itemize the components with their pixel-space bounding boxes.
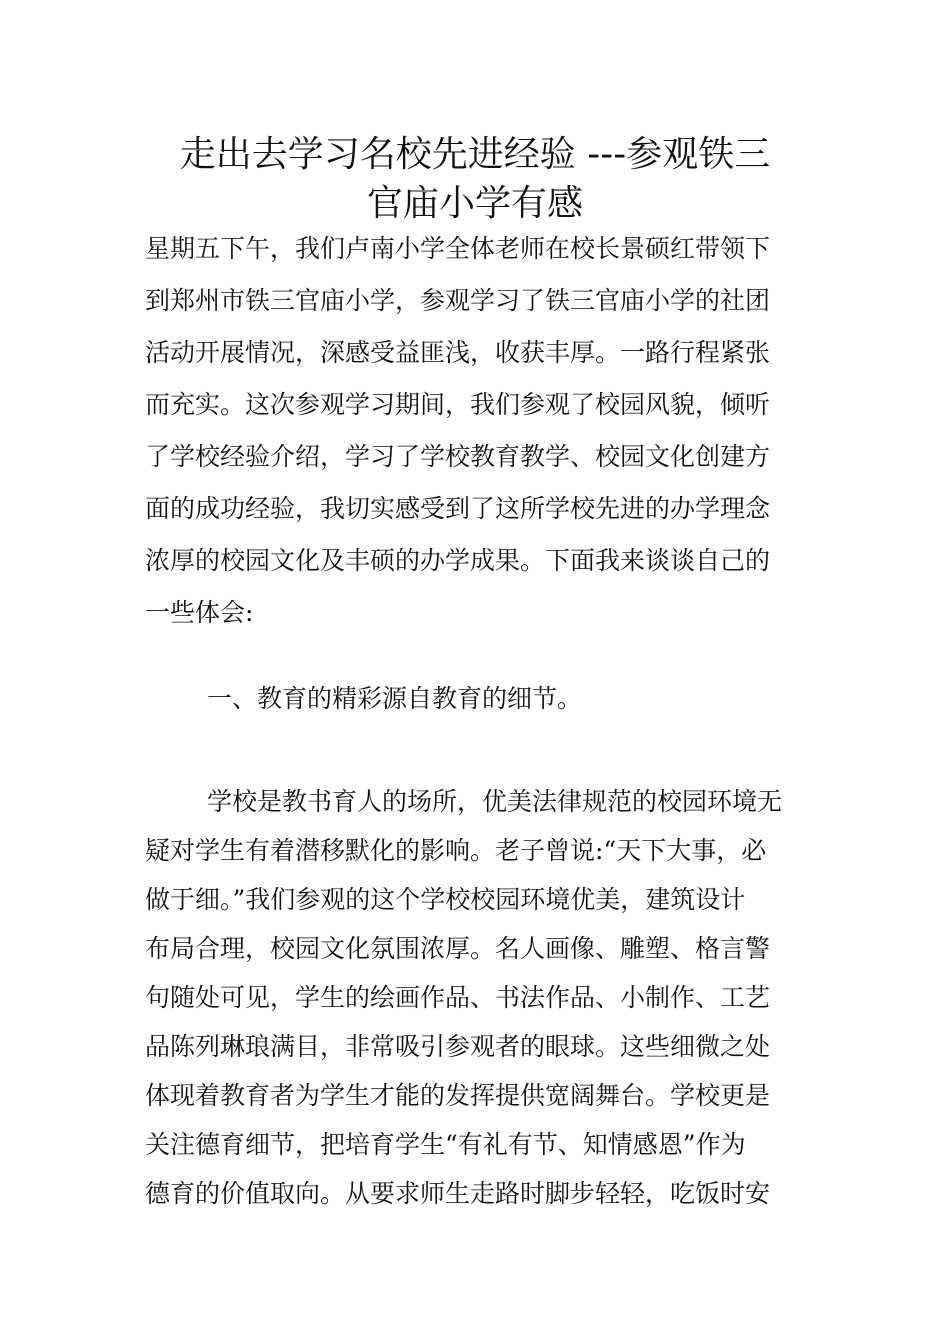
title-line-2: 官庙小学有感	[366, 183, 583, 224]
paragraph-2-line: 德育的价值取向。从要求师生走路时脚步轻轻，吃饭时安	[145, 1179, 771, 1208]
section-heading: 一、教育的精彩源自教育的细节。	[207, 684, 583, 713]
paragraph-1-line: 星期五下午，我们卢南小学全体老师在校长景硕红带领下	[145, 234, 771, 263]
paragraph-2-line: 品陈列琳琅满目，非常吸引参观者的眼球。这些细微之处	[145, 1032, 771, 1061]
paragraph-1-line: 一些体会:	[145, 598, 254, 627]
paragraph-2-line: 布局合理，校园文化氛围浓厚。名人画像、雕塑、格言警	[145, 934, 771, 963]
paragraph-1-line: 而充实。这次参观学习期间，我们参观了校园风貌，倾听	[145, 390, 771, 419]
paragraph-2-line: 句随处可见，学生的绘画作品、书法作品、小制作、工艺	[145, 983, 771, 1012]
paragraph-1-line: 活动开展情况，深感受益匪浅，收获丰厚。一路行程紧张	[145, 338, 771, 367]
paragraph-1-line: 面的成功经验，我切实感受到了这所学校先进的办学理念	[145, 494, 771, 523]
paragraph-2-line: 关注德育细节，把培育学生“有礼有节、知情感恩”作为	[145, 1130, 746, 1159]
paragraph-2-line: 疑对学生有着潜移默化的影响。老子曾说:“天下大事，必	[145, 836, 767, 865]
paragraph-1-line: 了学校经验介绍，学习了学校教育教学、校园文化创建方	[145, 442, 771, 471]
paragraph-1-line: 浓厚的校园文化及丰硕的办学成果。下面我来谈谈自己的	[145, 546, 771, 575]
paragraph-2-line: 体现着教育者为学生才能的发挥提供宽阔舞台。学校更是	[145, 1081, 771, 1110]
paragraph-2-line: 做于细。”我们参观的这个学校校园环境优美，建筑设计	[145, 885, 746, 914]
title-line-1: 走出去学习名校先进经验 ---参观铁三	[179, 134, 771, 175]
paragraph-1-line: 到郑州市铁三官庙小学，参观学习了铁三官庙小学的社团	[145, 286, 771, 315]
paragraph-2-line: 学校是教书育人的场所，优美法律规范的校园环境无	[207, 787, 783, 816]
